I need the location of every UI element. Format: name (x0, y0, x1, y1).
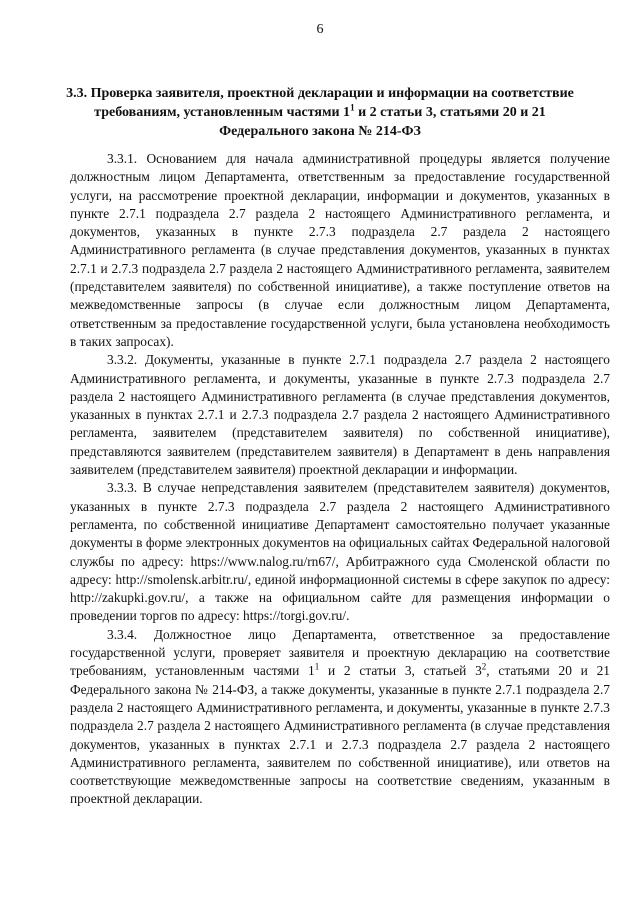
paragraph-3-3-1: 3.3.1. Основанием для начала административной процедуры является получение должностным лицом Департамента, ответственным за предоставление государственной услуги, на рассмотрение проектной декларации, информации и документов, указанных в пункте 2.7.1 подраздела 2.7 раздела 2 настоящего Административного регламента, и документов, указанных в пункте 2.7.3 подраздела 2.7 раздела 2 настоящего Административного регламента (в случае представления документов, указанных в пунктах 2.7.1 и 2.7.3 подраздела 2.7 раздела 2 настоящего Административного регламента, заявителем (представителем заявителя) по собственной инициативе), а также поступление ответов на межведомственные запросы (в случае если должностным лицом Департамента, ответственным за предоставление государственной услуги, была установлена необходимость в таких запросах). (70, 151, 610, 349)
paragraph-3-3-4-part-c: , статьями 20 и 21 Федерального закона № 214-ФЗ, а также документы, указанные в пункте 2.7.1 подраздела 2.7 раздела 2 настоящего Административного регламента, и документы, указанные в пункте 2.7.3 подраздела 2.7 раздела 2 настоящего Административного регламента (в случае представления документов, указанных в пунктах 2.7.1 и 2.7.3 подраздела 2.7 раздела 2 настоящего Административного регламента, заявителем по собственной инициативе), или ответов на соответствующие межведомственные запросы на соответствие сведениям, указанным в проектной декларации. (70, 663, 610, 807)
section-heading (60, 84, 580, 141)
paragraph-3-3-2: 3.3.2. Документы, указанные в пункте 2.7.1 подраздела 2.7 раздела 2 настоящего Административного регламента, и документы, указанные в пункте 2.7.3 подраздела 2.7 раздела 2 настоящего Административного регламента (в случае представления документов, указанных в пунктах 2.7.1 и 2.7.3 подраздела 2.7 раздела 2 настоящего Административного регламента, заявителем (представителем заявителя) по собственной инициативе), представляются заявителем (представителем заявителя) в Департамент в день направления заявителем (представителем заявителя) проектной декларации и информации. (70, 352, 610, 478)
paragraph-3-3-4-part-b: и 2 статьи 3, статьей 3 (319, 663, 482, 679)
document-body (70, 150, 610, 809)
paragraph-3-3-4-superscript-2: 2 (481, 661, 487, 672)
heading-superscript: 1 (350, 102, 355, 113)
heading-text-part2: и 2 статьи 3, статьями 20 и 21 Федерального закона № 214-ФЗ (219, 105, 546, 139)
heading-text-part1: 3.3. Проверка заявителя, проектной декларации и информации на соответствие требованиям, установленным частями 1 (66, 86, 574, 120)
paragraph-3-3-3: 3.3.3. В случае непредставления заявителем (представителем заявителя) документов, указанных в пункте 2.7.3 подраздела 2.7 раздела 2 настоящего Административного регламента, по собственной инициативе Департамент самостоятельно получает указанные документы в форме электронных документов на официальных сайтах Федеральной налоговой службы по адресу: https://www.nalog.ru/rn67/, Арбитражного суда Смоленской области по адресу: http://smolensk.arbitr.ru/, единой информационной системы в сфере закупок по адресу: http://zakupki.gov.ru/, а также на официальном сайте для размещения информации о проведении торгов по адресу: https://torgi.gov.ru/. (70, 480, 610, 624)
paragraph-3-3-4-part-a: 3.3.4. Должностное лицо Департамента, ответственное за предоставление государственной услуги, проверяет заявителя и проектную декларацию на соответствие требованиям, установленным частями 1 (70, 626, 610, 679)
page-number: 6 (316, 22, 324, 37)
paragraph-3-3-4-superscript-1: 1 (314, 661, 320, 672)
paragraph-3-3-4 (70, 626, 610, 809)
